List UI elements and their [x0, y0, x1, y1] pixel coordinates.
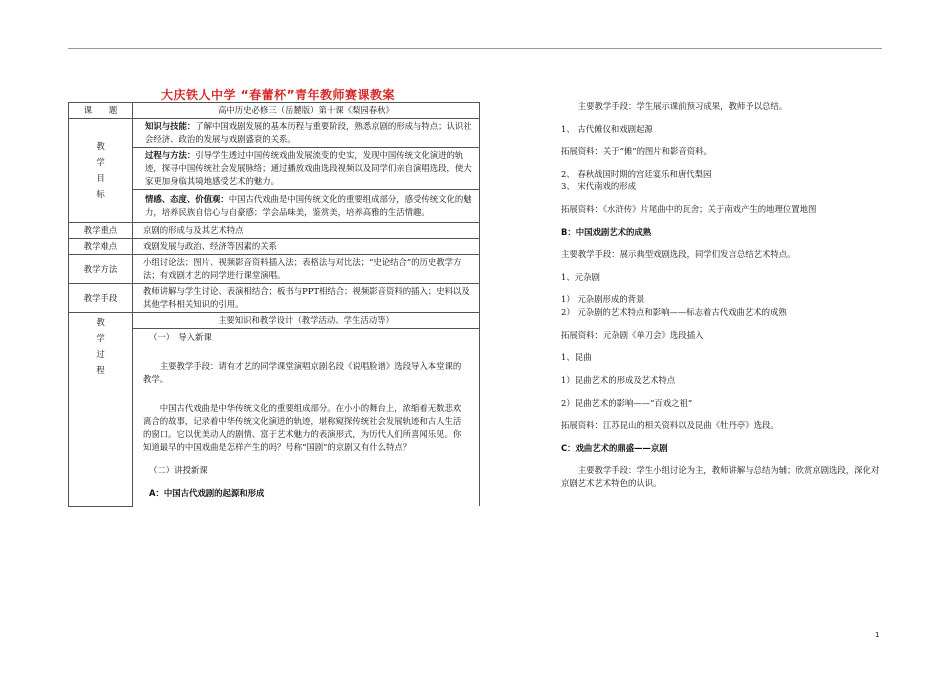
process-content	[133, 329, 480, 507]
r-kunqu-1: 1）昆曲艺术的形成及艺术特点	[561, 374, 676, 385]
means-label: 教学手段	[69, 284, 133, 313]
header-rule	[68, 48, 882, 49]
r-item-court: 2、 春秋战国时期的宫廷宴乐和唐代梨园	[561, 168, 712, 179]
r-zaju-2: 2） 元杂剧的艺术特点和影响——标志着古代戏曲艺术的成熟	[561, 307, 787, 318]
method-value: 小组讨论法；图片、视频影音资料插入法；表格法与对比法；“史论结合”的历史教学方法；有戏剧才艺的同学进行课堂演唱。	[133, 255, 480, 284]
process-label: 教 学 过 程	[69, 313, 133, 507]
process-new-heading: （二）讲授新课	[149, 465, 208, 476]
goal-emotion: 情感、态度、价值观：中国古代戏曲是中国传统文化的重要组成部分，感受传统文化的魅力，培养民族自信心与自豪感；学会品味美，鉴赏美，培养高雅的生活情趣。	[133, 190, 480, 223]
process-intro-text: 中国古代戏曲是中华传统文化的重要组成部分。在小小的舞台上，浓缩着无数悲欢离合的故事，记录着中华传统文化演进的轨迹，堪称窥探传统社会发展轨迹和古人生活的窗口。它以优美动人的剧情、富于艺术魅力的表演形式，为历代人们所喜闻乐见。你知道最早的中国戏曲是怎样产生的吗？号称“国剧”的京剧又有什么特点？	[143, 403, 462, 453]
topic-value: 高中历史必修三（岳麓版）第十课《梨园春秋》	[133, 103, 480, 119]
process-intro-heading: （一） 导入新课	[149, 332, 212, 343]
r-item-nanxi: 3、 宋代南戏的形成	[561, 181, 636, 192]
r-means-3: 主要教学手段：学生小组讨论为主，教师讲解与总结为辅；欣赏京剧选段，深化对京剧艺术艺术特色的认识。	[561, 465, 880, 488]
difficulty-label: 教学难点	[69, 239, 133, 255]
r-ext-nuo: 拓展资料：关于“傩”的图片和影音资料。	[561, 146, 712, 157]
key-label: 教学重点	[69, 223, 133, 239]
goals-label: 教 学 目 标	[69, 119, 133, 223]
process-section-a: A：中国古代戏剧的起源和形成	[149, 488, 265, 499]
means-value: 教师讲解与学生讨论、表演相结合；板书与PPT相结合；视频影音资料的插入；史料以及其他学科相关知识的引用。	[133, 284, 480, 313]
goal-process: 过程与方法：引导学生透过中国传统戏曲发展流变的史实，发现中国传统文化演进的轨迹，探寻中国传统社会发展脉络；通过播放戏曲选段视频以及同学们亲自演唱选段，使大家更加身临其境地感受艺术的魅力。	[133, 148, 480, 190]
r-ext-shuihu: 拓展资料：《水浒传》片尾曲中的瓦舍；关于南戏产生的地理位置地图	[561, 204, 817, 215]
topic-label: 课 题	[69, 103, 133, 119]
r-section-c: C：戏曲艺术的鼎盛——京剧	[561, 442, 668, 453]
r-means-2: 主要教学手段：展示典型戏剧选段，同学们发言总结艺术特点。	[561, 249, 796, 260]
r-item-kunqu: 1、昆曲	[561, 352, 592, 363]
r-zaju-1: 1） 元杂剧形成的背景	[561, 294, 645, 305]
difficulty-value: 戏剧发展与政治、经济等因素的关系	[133, 239, 480, 255]
r-ext-kunqu: 拓展资料：江苏昆山的相关资料以及昆曲《牡丹亭》选段。	[561, 420, 779, 431]
r-item-nuo: 1、 古代傩仪和戏剧起源	[561, 123, 653, 134]
lesson-plan-table	[68, 102, 480, 507]
r-section-b: B：中国戏剧艺术的成熟	[561, 226, 652, 237]
process-intro-means: 主要教学手段：请有才艺的同学课堂演唱京剧名段《说唱脸谱》选段导入本堂课的教学。	[143, 361, 462, 385]
key-value: 京剧的形成与及其艺术特点	[133, 223, 480, 239]
page-number: 1	[875, 631, 880, 639]
document-title: 大庆铁人中学 “春蕾杯”青年教师赛课教案	[161, 88, 395, 102]
process-header: 主要知识和教学设计（教学活动、学生活动等）	[133, 313, 480, 329]
right-column	[561, 100, 883, 490]
goal-knowledge: 知识与技能：了解中国戏剧发展的基本历程与重要阶段，熟悉京剧的形成与特点；认识社会经济、政治的发展与戏剧盛衰的关系。	[133, 119, 480, 148]
r-ext-zaju: 拓展资料：元杂剧《单刀会》选段插入	[561, 329, 704, 340]
method-label: 教学方法	[69, 255, 133, 284]
r-means-1: 主要教学手段：学生展示课前预习成果，教师予以总结。	[577, 101, 788, 111]
r-item-zaju: 1、元杂剧	[561, 271, 600, 282]
r-kunqu-2: 2）昆曲艺术的影响——“百戏之祖”	[561, 397, 693, 408]
